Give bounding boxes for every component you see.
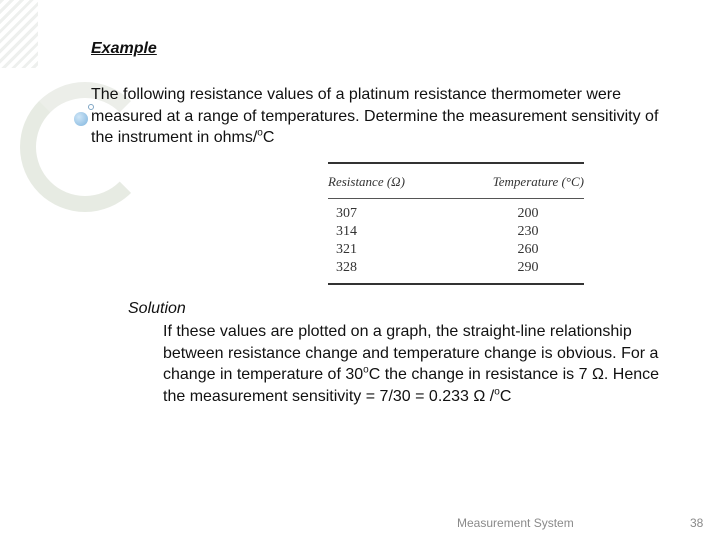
solution-label: Solution — [128, 300, 186, 317]
solution-part-1: If these values are plotted on a graph, the straight-line relationship between resistance change and temperature change is obvious. For a change in temperature of 30 — [163, 323, 659, 383]
solution-text — [163, 321, 663, 407]
resistance-cell: 307 — [336, 206, 357, 221]
degree-superscript: o — [257, 127, 263, 139]
problem-unit: C — [262, 129, 275, 146]
table-row — [328, 241, 584, 259]
header-temperature: Temperature (°C) — [492, 174, 584, 189]
table-row — [328, 205, 584, 223]
table-header — [328, 164, 584, 198]
header-resistance: Resistance (Ω) — [328, 174, 405, 189]
resistance-cell: 314 — [336, 224, 357, 239]
bullet-dot-icon — [74, 112, 88, 126]
resistance-cell: 321 — [336, 242, 357, 257]
solution-part-3: C — [499, 387, 512, 405]
problem-text: The following resistance values of a platinum resistance thermometer were measured at a range of temperatures. Determine the measurement sensitivity of the instrument in ohms/ — [91, 86, 659, 146]
decorative-background — [0, 0, 90, 240]
degree-superscript: o — [494, 386, 500, 398]
temperature-cell: 260 — [517, 242, 539, 257]
resistance-temperature-table — [328, 162, 584, 285]
footer-title: Measurement System — [457, 516, 574, 530]
table-row — [328, 259, 584, 277]
example-heading: Example — [91, 40, 157, 57]
solution-part-2: C the change in resistance is 7 Ω. Hence the measurement sensitivity = 7/30 = 0.233 Ω / — [163, 366, 660, 405]
table-body — [328, 199, 584, 283]
striped-corner-decoration — [0, 0, 38, 68]
table-bottom-rule — [328, 283, 584, 285]
temperature-cell: 290 — [517, 260, 539, 275]
temperature-cell: 230 — [517, 224, 539, 239]
temperature-cell: 200 — [517, 206, 539, 221]
resistance-cell: 328 — [336, 260, 357, 275]
problem-statement — [91, 84, 671, 149]
degree-superscript: o — [363, 364, 369, 376]
page-number: 38 — [690, 516, 704, 530]
table-row — [328, 223, 584, 241]
